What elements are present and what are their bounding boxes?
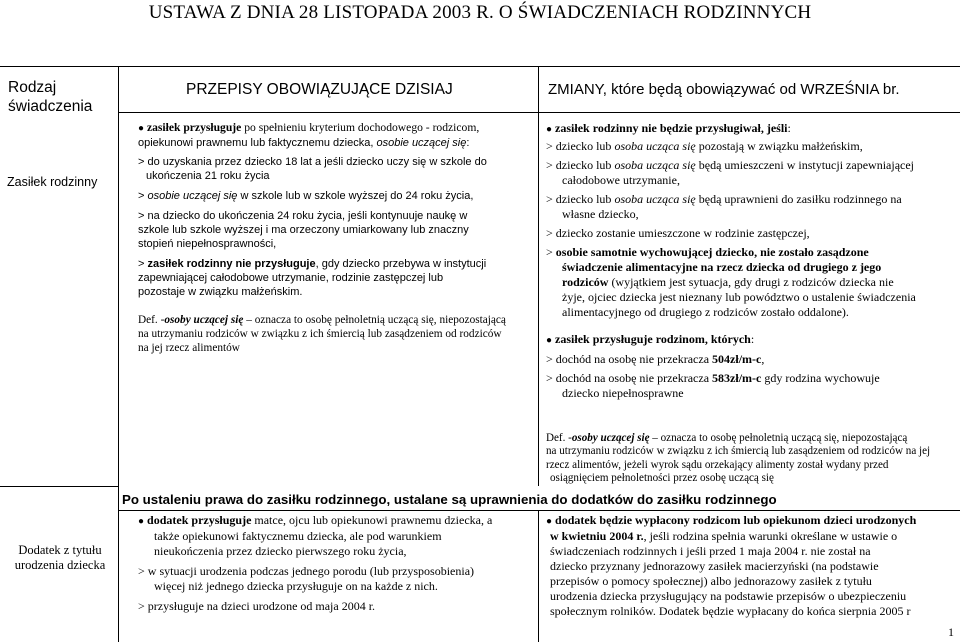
- bonus-changes-p1-line2-bold: w kwietniu 2004 r.: [550, 529, 644, 543]
- bonus-today-p2-line1: w sytuacji urodzenia podczas jednego porodu (lub przysposobienia): [147, 564, 475, 578]
- changes-p4-rest: będą uprawnieni do zasiłku rodzinnego na: [695, 192, 902, 206]
- greater-than-arrow-icon: >: [138, 564, 145, 578]
- bonus-changes-para-1-line2: [546, 529, 956, 544]
- bonus-today-para-2: [138, 564, 532, 579]
- today-p1-bold: zasiłek przysługuje: [146, 121, 242, 134]
- header-bottom-border: [118, 112, 960, 113]
- today-def-line1: – oznacza to osobę pełnoletnią uczącą się, niepozostającą: [243, 314, 506, 326]
- bonus-today-column: [138, 513, 532, 614]
- today-p1-rest: po spełnieniu kryterium dochodowego - rodzicom,: [241, 121, 480, 134]
- changes-def-line2: na utrzymaniu rodziców w związku z ich śmiercią lub zasądzeniem od rodziców na jej: [546, 445, 931, 458]
- changes-p7-bold: zasiłek przysługuje rodzinom, których: [555, 332, 751, 346]
- changes-p3-it: osoba ucząca się: [614, 158, 696, 172]
- changes-para-6-line2: świadczenie alimentacyjne na rzecz dziecka od drugiego z jego: [562, 260, 882, 274]
- col1-header-line2: świadczenia: [8, 98, 93, 115]
- changes-p6-line3-bold: rodziców: [562, 275, 609, 289]
- changes-para-4: [546, 192, 954, 207]
- changes-para-4-line2: własne dziecko,: [562, 207, 639, 221]
- greater-than-arrow-icon: >: [138, 210, 145, 222]
- changes-para-2: [546, 139, 954, 154]
- greater-than-arrow-icon: >: [546, 352, 553, 366]
- bonus-changes-para-1-line6: urodzenia dziecka przysługujący na podstawie przepisów o ubezpieczeniu: [550, 589, 907, 603]
- changes-column: [546, 121, 954, 401]
- today-p1-line2: opiekunowi prawnemu lub faktycznemu dziecka,: [138, 137, 377, 149]
- today-para-1-line2: [138, 136, 532, 150]
- bonus-changes-p1-line1: dodatek będzie wypłacony rodzicom lub opiekunom dzieci urodzonych: [555, 513, 917, 527]
- changes-p5: dziecko zostanie umieszczone w rodzinie zastępczej,: [555, 226, 810, 240]
- changes-para-1: [546, 121, 954, 137]
- changes-def-line4: osiągnięciem pełnoletności przez osobę uczącą się: [550, 472, 774, 485]
- col2-header: PRZEPISY OBOWIĄZUJĄCE DZISIAJ: [186, 81, 453, 98]
- today-para-4-line3: stopień niepełnosprawności,: [138, 238, 277, 250]
- row1-bottom-border-left: [0, 486, 118, 487]
- bonus-changes-para-1-line7: społecznym rolników. Dodatek będzie wypłacany do końca sierpnia 2005 r: [550, 604, 911, 618]
- changes-p1-bold: zasiłek rodzinny nie będzie przysługiwał, jeśli: [555, 121, 788, 135]
- today-definition-line3: na jej rzecz alimentów: [138, 342, 240, 354]
- changes-definition: [546, 432, 956, 486]
- col3-header: ZMIANY, które będą obowiązywać od WRZEŚNIA br.: [548, 81, 900, 98]
- today-para-2-line2: ukończenia 21 roku życia: [146, 170, 270, 182]
- greater-than-arrow-icon: >: [138, 156, 145, 168]
- changes-p8-pre: dochód na osobę nie przekracza: [555, 352, 713, 366]
- today-definition-line2: na utrzymaniu rodziców w związku z ich śmiercią lub zasądzeniem od rodziców: [138, 328, 502, 340]
- banner-bottom-border: [118, 510, 960, 511]
- today-definition: [138, 313, 532, 327]
- today-p1-line2-it: osobie uczącej się: [376, 137, 467, 149]
- today-para-4: [138, 209, 532, 223]
- greater-than-arrow-icon: >: [546, 226, 553, 240]
- today-p4-line1: na dziecko do ukończenia 24 roku życia, jeśli kontynuuje naukę w: [147, 210, 468, 222]
- changes-p9-pre: dochód na osobę nie przekracza: [555, 371, 713, 385]
- col2-right-border-lower: [538, 510, 539, 642]
- today-p1-line2-end: :: [466, 137, 470, 149]
- section-banner: Po ustaleniu prawa do zasiłku rodzinnego, ustalane są uprawnienia do dodatków do zasiłku rodzinnego: [122, 492, 777, 507]
- today-def-prefix: Def. -: [138, 314, 165, 326]
- changes-para-6: [546, 245, 954, 260]
- greater-than-arrow-icon: >: [546, 192, 553, 206]
- bonus-today-para-1-line2: także opiekunowi faktycznemu dziecka, ale pod warunkiem: [154, 529, 442, 543]
- page-number: 1: [948, 625, 954, 639]
- today-para-1: [138, 121, 532, 136]
- today-p5-bold: zasiłek rodzinny nie przysługuje: [147, 258, 316, 270]
- changes-def-term: osoby uczącej się: [571, 432, 650, 444]
- greater-than-arrow-icon: >: [546, 245, 553, 259]
- changes-p8-end: ,: [761, 352, 765, 366]
- greater-than-arrow-icon: >: [138, 190, 145, 202]
- today-para-2: [138, 155, 532, 169]
- today-p2-line1: do uzyskania przez dziecko 18 lat a jeśli dziecko uczy się w szkole do: [147, 156, 487, 168]
- row-label-birth-bonus-line1: Dodatek z tytułu: [18, 543, 102, 557]
- row-label-birth-bonus-line2: urodzenia dziecka: [14, 558, 106, 572]
- today-para-5: [138, 257, 532, 271]
- changes-p3-rest: będą umieszczeni w instytucji zapewniającej: [695, 158, 915, 172]
- bonus-today-para-2-line2: więcej niż jednego dziecka przysługuje on na każde z nich.: [154, 579, 438, 593]
- changes-p6-line1: osobie samotnie wychowującej dziecko, nie zostało zasądzone: [555, 245, 869, 259]
- changes-p2-pre: dziecko lub: [555, 139, 615, 153]
- changes-def-line3: rzecz alimentów, jeżeli wyrok sądu orzekający alimenty został wydany przed: [546, 458, 889, 471]
- bonus-changes-p1-line2-rest: , jeśli rodzina spełnia warunki określane w ustawie o: [643, 529, 898, 543]
- changes-p8-bold: 504zł/m-c: [712, 352, 762, 366]
- black-circle-bullet-icon: ●: [138, 516, 145, 527]
- today-p3-it: osobie uczącej się: [147, 190, 238, 202]
- document-title: USTAWA Z DNIA 28 LISTOPADA 2003 R. O ŚWIADCZENIACH RODZINNYCH: [148, 2, 812, 23]
- today-para-5-line2: zapewniającej całodobowe utrzymanie, rodzinie zastępczej lub: [138, 272, 444, 284]
- today-column: [138, 121, 532, 355]
- today-p3-rest: w szkole lub w szkole wyższej do 24 roku życia,: [237, 190, 474, 202]
- today-p5-line1-rest: , gdy dziecko przebywa w instytucji: [315, 258, 487, 270]
- changes-p1-end: :: [787, 121, 791, 135]
- greater-than-arrow-icon: >: [546, 139, 553, 153]
- changes-def-line1: [546, 432, 956, 445]
- bonus-changes-para-1-line5: przepisów o pomocy społecznej) albo jednorazowy zasiłek z tytułu: [550, 574, 872, 588]
- changes-para-7: [546, 332, 954, 348]
- table-top-border: [0, 66, 960, 67]
- col1-right-border: [118, 66, 119, 642]
- bonus-today-p1-bold: dodatek przysługuje: [147, 513, 252, 527]
- black-circle-bullet-icon: ●: [546, 124, 553, 135]
- changes-para-9-line2: dziecko niepełnosprawne: [562, 386, 684, 400]
- bonus-changes-column: [546, 513, 956, 619]
- changes-para-6-line4: żyje, ojciec dziecka jest nieznany lub powództwo o ustalenie świadczenia: [562, 290, 916, 304]
- bonus-today-p1-rest: matce, ojcu lub opiekunowi prawnemu dziecka, a: [251, 513, 493, 527]
- black-circle-bullet-icon: ●: [546, 335, 553, 346]
- black-circle-bullet-icon: ●: [138, 123, 145, 134]
- changes-para-9: [546, 371, 954, 386]
- today-para-3: [138, 189, 532, 203]
- changes-para-6-line5: alimentacyjnego od drugiego z rodziców zostało oddalone).: [562, 305, 849, 319]
- changes-p4-it: osoba ucząca się: [614, 192, 696, 206]
- changes-para-8: [546, 352, 954, 367]
- row-label-birth-bonus: [6, 543, 114, 573]
- changes-para-3: [546, 158, 954, 173]
- col1-header-line1: Rodzaj: [8, 79, 57, 96]
- row-label-family-allowance: Zasiłek rodzinny: [7, 175, 98, 189]
- changes-p2-rest: pozostają w związku małżeńskim,: [695, 139, 863, 153]
- greater-than-arrow-icon: >: [138, 599, 145, 613]
- changes-def-prefix: Def. -: [546, 432, 572, 444]
- bonus-today-para-3: [138, 599, 532, 614]
- black-circle-bullet-icon: ●: [546, 516, 553, 527]
- changes-p4-pre: dziecko lub: [555, 192, 615, 206]
- greater-than-arrow-icon: >: [546, 371, 553, 385]
- changes-p3-pre: dziecko lub: [555, 158, 615, 172]
- changes-p9-rest: gdy rodzina wychowuje: [761, 371, 880, 385]
- changes-para-6-line3: [546, 275, 954, 290]
- bonus-today-para-1-line3: nieukończenia przez dziecko pierwszego roku życia,: [154, 544, 407, 558]
- bonus-today-para-1: [138, 513, 532, 529]
- changes-p6-line3-rest: (wyjątkiem jest sytuacja, gdy drugi z rodziców dziecka nie: [608, 275, 894, 289]
- today-def-term: osoby uczącej się: [164, 314, 244, 326]
- changes-p2-it: osoba ucząca się: [614, 139, 696, 153]
- greater-than-arrow-icon: >: [546, 158, 553, 172]
- bonus-changes-para-1: [546, 513, 956, 529]
- changes-def-line1-rest: – oznacza to osobę pełnoletnią uczącą się, niepozostającą: [649, 432, 908, 444]
- changes-para-3-line2: całodobowe utrzymanie,: [562, 173, 680, 187]
- col2-right-border: [538, 66, 539, 486]
- col1-header: [8, 78, 92, 116]
- changes-p7-end: :: [750, 332, 755, 346]
- bonus-changes-para-1-line4: dziecko przyznany jednorazowy zasiłek macierzyński (na podstawie: [550, 559, 879, 573]
- bonus-today-p3: przysługuje na dzieci urodzone od maja 2004 r.: [147, 599, 376, 613]
- bonus-changes-para-1-line3: świadczeniach rodzinnych i jeśli przed 1 maja 2004 r. nie został na: [550, 544, 871, 558]
- changes-para-5: [546, 226, 954, 241]
- greater-than-arrow-icon: >: [138, 258, 145, 270]
- today-para-4-line2: szkole lub szkole wyższej i ma orzeczony umiarkowany lub znaczny: [138, 224, 469, 236]
- changes-p9-bold: 583zł/m-c: [712, 371, 762, 385]
- today-para-5-line3: pozostaje w związku małżeńskim.: [138, 286, 303, 298]
